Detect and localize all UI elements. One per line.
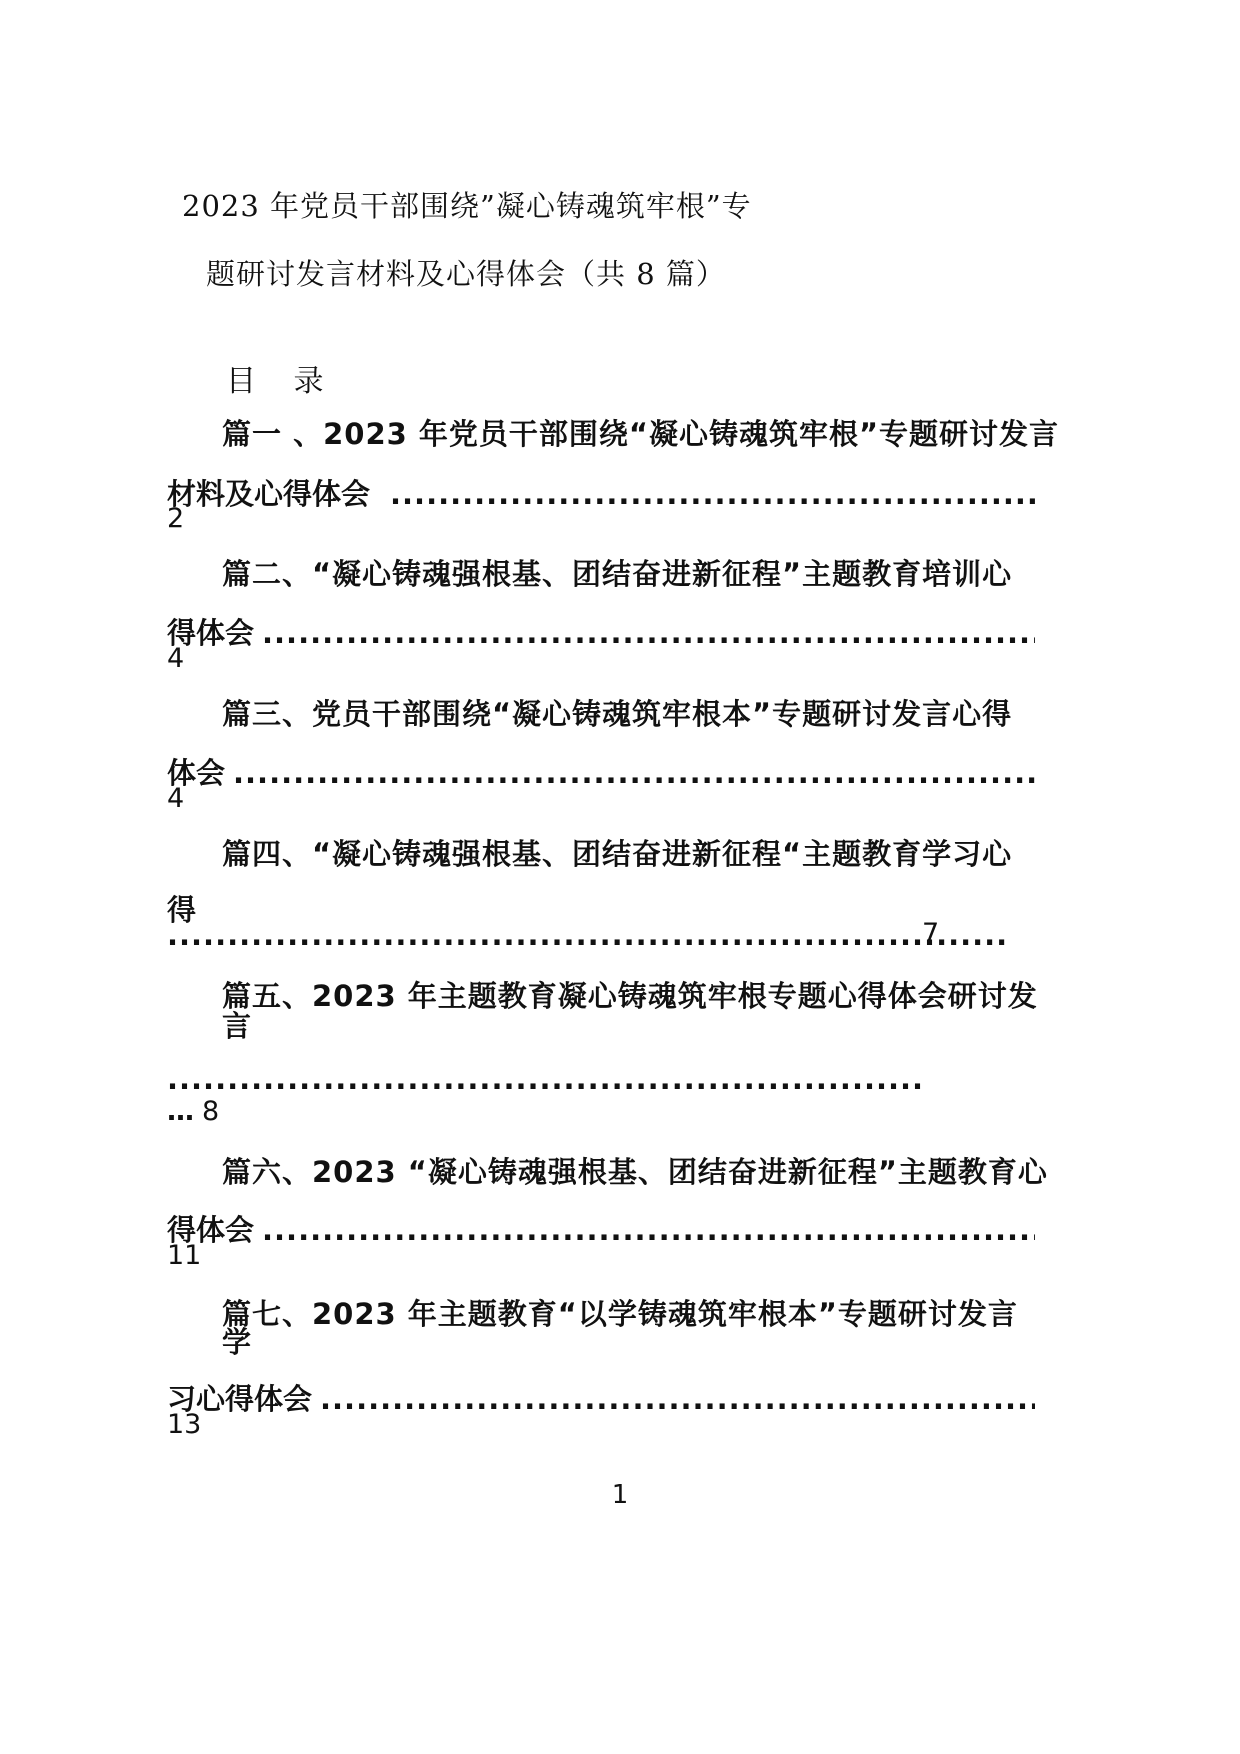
document-title-line1: 2023 年党员干部围绕”凝心铸魂筑牢根”专 [182,189,752,223]
toc-entry-6-leader [167,1208,1035,1249]
toc-entry-5-ellipsis: … [167,1096,194,1127]
toc-entry-7-title[interactable]: 篇七、2023 年主题教育“以学铸魂筑牢根本”专题研讨发言 [222,1297,1018,1331]
toc-entry-6-page[interactable]: 11 [167,1240,202,1271]
toc-entry-5-leader [167,1062,922,1096]
toc-entry-2-title-cont: 得体会 [167,616,255,650]
toc-entry-2-page[interactable]: 4 [167,643,185,674]
toc-entry-2-leader [167,611,1035,652]
toc-entry-7-title-wrap: 学 [222,1325,253,1359]
toc-entry-1-page[interactable]: 2 [167,503,185,534]
toc-entry-3-page[interactable]: 4 [167,783,185,814]
toc-entry-1-leader [167,472,1035,513]
toc-entry-6-title[interactable]: 篇六、2023 “凝心铸魂强根基、团结奋进新征程”主题教育心 [222,1155,1048,1189]
toc-entry-7-title-cont: 习心得体会 [167,1382,313,1416]
dot-leader [390,477,1035,511]
toc-entry-5-title[interactable]: 篇五、2023 年主题教育凝心铸魂筑牢根专题心得体会研讨发 [222,979,1038,1013]
toc-entry-3-leader [167,751,1035,792]
toc-entry-7-page[interactable]: 13 [167,1409,202,1440]
toc-entry-1-title-cont: 材料及心得体会 [167,477,371,511]
page-number: 1 [611,1480,629,1510]
document-title-line2: 题研讨发言材料及心得体会（共 8 篇） [206,257,726,291]
toc-entry-4-page[interactable]: 7 [922,918,940,949]
dot-leader [262,616,1035,650]
dot-leader [167,918,1007,952]
toc-entry-4-title-cont: 得 [167,893,197,927]
dot-leader [167,1062,922,1096]
toc-entry-2-title[interactable]: 篇二、“凝心铸魂强根基、团结奋进新征程”主题教育培训心 [222,557,1013,591]
toc-entry-3-title-cont: 体会 [167,756,226,790]
dot-leader [262,1213,1035,1247]
toc-heading: 目 录 [226,364,338,399]
dot-leader [320,1382,1035,1416]
toc-entry-3-title[interactable]: 篇三、党员干部围绕“凝心铸魂筑牢根本”专题研讨发言心得 [222,697,1013,731]
toc-entry-4-title[interactable]: 篇四、“凝心铸魂强根基、团结奋进新征程“主题教育学习心 [222,837,1013,871]
dot-leader [233,756,1035,790]
toc-entry-5-page[interactable]: 8 [202,1096,220,1127]
toc-entry-7-leader [167,1377,1035,1418]
toc-entry-1-title[interactable]: 篇一 、2023 年党员干部围绕“凝心铸魂筑牢根”专题研讨发言 [222,417,1060,451]
toc-entry-5-title-wrap: 言 [222,1009,253,1043]
toc-entry-4-leader [167,918,1007,952]
toc-entry-6-title-cont: 得体会 [167,1213,255,1247]
